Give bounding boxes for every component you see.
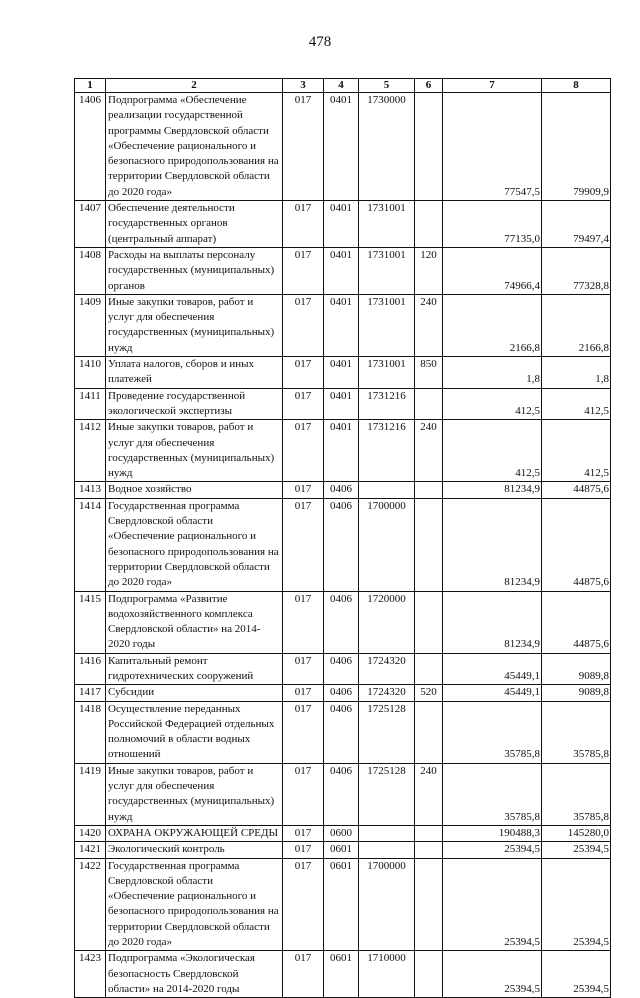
row-ministry-code: 017: [283, 294, 324, 356]
row-number: 1411: [75, 388, 106, 420]
row-amount-2: 2166,8: [542, 294, 611, 356]
header-row: [75, 79, 611, 93]
row-amount-2: 44875,6: [542, 498, 611, 591]
row-amount-2: 145280,0: [542, 825, 611, 841]
row-amount-2: 25394,5: [542, 951, 611, 998]
row-target-code: 1731216: [359, 420, 415, 482]
row-target-code: 1720000: [359, 591, 415, 653]
row-number: 1407: [75, 201, 106, 248]
table-row: [75, 701, 611, 763]
row-amount-1: 81234,9: [443, 498, 542, 591]
table-row: [75, 388, 611, 420]
row-amount-1: 412,5: [443, 388, 542, 420]
row-expense-type: 240: [415, 294, 443, 356]
row-section-code: 0600: [324, 825, 359, 841]
row-expense-type: [415, 201, 443, 248]
row-number: 1419: [75, 763, 106, 825]
row-amount-2: 412,5: [542, 388, 611, 420]
row-amount-2: 25394,5: [542, 858, 611, 951]
table-row: [75, 591, 611, 653]
row-number: 1410: [75, 357, 106, 389]
row-ministry-code: 017: [283, 763, 324, 825]
row-expense-type: 240: [415, 763, 443, 825]
row-expense-type: 240: [415, 420, 443, 482]
row-expense-type: [415, 482, 443, 498]
row-number: 1409: [75, 294, 106, 356]
row-ministry-code: 017: [283, 951, 324, 998]
table-row: [75, 357, 611, 389]
row-section-code: 0401: [324, 294, 359, 356]
row-amount-1: 77547,5: [443, 93, 542, 201]
row-name: Капитальный ремонт гидротехнических сооружений: [106, 653, 283, 685]
row-amount-2: 77328,8: [542, 247, 611, 294]
table-row: [75, 420, 611, 482]
row-section-code: 0401: [324, 420, 359, 482]
row-expense-type: [415, 388, 443, 420]
row-ministry-code: 017: [283, 482, 324, 498]
row-amount-1: 74966,4: [443, 247, 542, 294]
row-section-code: 0406: [324, 591, 359, 653]
row-target-code: [359, 482, 415, 498]
row-ministry-code: 017: [283, 357, 324, 389]
row-amount-1: 2166,8: [443, 294, 542, 356]
row-name: Государственная программа Свердловской области «Обеспечение рационального и безопасного природопользования на территории Свердловской области до 2020 года»: [106, 498, 283, 591]
row-amount-1: 190488,3: [443, 825, 542, 841]
row-ministry-code: 017: [283, 201, 324, 248]
row-name: Осуществление переданных Российской Федерацией отдельных полномочий в области водных отношений: [106, 701, 283, 763]
row-section-code: 0601: [324, 858, 359, 951]
row-number: 1420: [75, 825, 106, 841]
row-section-code: 0406: [324, 482, 359, 498]
row-target-code: 1731216: [359, 388, 415, 420]
row-target-code: 1710000: [359, 951, 415, 998]
row-amount-1: 25394,5: [443, 858, 542, 951]
row-ministry-code: 017: [283, 591, 324, 653]
row-name: Расходы на выплаты персоналу государственных (муниципальных) органов: [106, 247, 283, 294]
row-expense-type: [415, 93, 443, 201]
row-target-code: [359, 842, 415, 858]
row-amount-2: 35785,8: [542, 701, 611, 763]
table-row: [75, 951, 611, 998]
row-name: Уплата налогов, сборов и иных платежей: [106, 357, 283, 389]
row-amount-1: 412,5: [443, 420, 542, 482]
row-target-code: 1731001: [359, 294, 415, 356]
row-target-code: 1731001: [359, 201, 415, 248]
row-name: Иные закупки товаров, работ и услуг для обеспечения государственных (муниципальных) нужд: [106, 294, 283, 356]
row-expense-type: [415, 842, 443, 858]
row-expense-type: 850: [415, 357, 443, 389]
row-ministry-code: 017: [283, 842, 324, 858]
row-number: 1414: [75, 498, 106, 591]
row-section-code: 0601: [324, 951, 359, 998]
row-name: Проведение государственной экологической экспертизы: [106, 388, 283, 420]
row-expense-type: [415, 653, 443, 685]
row-name: Иные закупки товаров, работ и услуг для обеспечения государственных (муниципальных) нужд: [106, 420, 283, 482]
header-col-6: 6: [415, 79, 443, 93]
budget-table: [74, 78, 611, 998]
row-section-code: 0406: [324, 701, 359, 763]
row-amount-1: 45449,1: [443, 685, 542, 701]
row-amount-1: 35785,8: [443, 701, 542, 763]
row-amount-1: 35785,8: [443, 763, 542, 825]
row-target-code: [359, 825, 415, 841]
page-number: 478: [308, 34, 332, 50]
row-amount-1: 25394,5: [443, 842, 542, 858]
row-name: Экологический контроль: [106, 842, 283, 858]
row-ministry-code: 017: [283, 498, 324, 591]
row-amount-2: 9089,8: [542, 653, 611, 685]
row-number: 1418: [75, 701, 106, 763]
table-row: [75, 247, 611, 294]
row-expense-type: [415, 591, 443, 653]
row-amount-1: 45449,1: [443, 653, 542, 685]
row-number: 1413: [75, 482, 106, 498]
row-expense-type: [415, 951, 443, 998]
row-target-code: 1725128: [359, 701, 415, 763]
row-section-code: 0401: [324, 247, 359, 294]
row-target-code: 1700000: [359, 858, 415, 951]
table-row: [75, 842, 611, 858]
row-name: Подпрограмма «Обеспечение реализации государственной программы Свердловской области «Обеспечение рационального и безопасного природопользования на территории Свердловской области до 2020 года»: [106, 93, 283, 201]
row-amount-1: 25394,5: [443, 951, 542, 998]
row-ministry-code: 017: [283, 93, 324, 201]
row-target-code: 1731001: [359, 247, 415, 294]
header-col-8: 8: [542, 79, 611, 93]
row-ministry-code: 017: [283, 858, 324, 951]
table-row: [75, 498, 611, 591]
row-section-code: 0406: [324, 498, 359, 591]
row-name: Государственная программа Свердловской области «Обеспечение рационального и безопасного природопользования на территории Свердловской области до 2020 года»: [106, 858, 283, 951]
row-number: 1423: [75, 951, 106, 998]
row-name: Водное хозяйство: [106, 482, 283, 498]
row-expense-type: [415, 825, 443, 841]
row-number: 1415: [75, 591, 106, 653]
row-target-code: 1725128: [359, 763, 415, 825]
table-row: [75, 294, 611, 356]
row-amount-2: 35785,8: [542, 763, 611, 825]
row-target-code: 1724320: [359, 653, 415, 685]
row-number: 1417: [75, 685, 106, 701]
row-number: 1406: [75, 93, 106, 201]
table-row: [75, 201, 611, 248]
row-expense-type: [415, 701, 443, 763]
row-target-code: 1700000: [359, 498, 415, 591]
row-amount-2: 1,8: [542, 357, 611, 389]
row-amount-2: 25394,5: [542, 842, 611, 858]
row-section-code: 0406: [324, 685, 359, 701]
row-name: Подпрограмма «Развитие водохозяйственного комплекса Свердловской области» на 2014-2020 годы: [106, 591, 283, 653]
table-row: [75, 685, 611, 701]
row-ministry-code: 017: [283, 653, 324, 685]
row-number: 1412: [75, 420, 106, 482]
row-target-code: 1730000: [359, 93, 415, 201]
row-amount-2: 9089,8: [542, 685, 611, 701]
table-row: [75, 763, 611, 825]
row-amount-2: 44875,6: [542, 591, 611, 653]
row-expense-type: [415, 858, 443, 951]
row-name: Иные закупки товаров, работ и услуг для обеспечения государственных (муниципальных) нужд: [106, 763, 283, 825]
row-name: Обеспечение деятельности государственных органов (центральный аппарат): [106, 201, 283, 248]
header-col-7: 7: [443, 79, 542, 93]
table-row: [75, 825, 611, 841]
header-col-1: 1: [75, 79, 106, 93]
row-amount-2: 79909,9: [542, 93, 611, 201]
table-row: [75, 653, 611, 685]
table-row: [75, 858, 611, 951]
header-col-3: 3: [283, 79, 324, 93]
row-name: Подпрограмма «Экологическая безопасность Свердловской области» на 2014-2020 годы: [106, 951, 283, 998]
row-section-code: 0406: [324, 763, 359, 825]
table-row: [75, 482, 611, 498]
row-amount-2: 44875,6: [542, 482, 611, 498]
row-section-code: 0401: [324, 357, 359, 389]
row-section-code: 0601: [324, 842, 359, 858]
row-name: Субсидии: [106, 685, 283, 701]
header-col-2: 2: [106, 79, 283, 93]
row-ministry-code: 017: [283, 701, 324, 763]
row-section-code: 0401: [324, 388, 359, 420]
row-amount-1: 81234,9: [443, 591, 542, 653]
row-amount-2: 412,5: [542, 420, 611, 482]
row-ministry-code: 017: [283, 247, 324, 294]
row-expense-type: 520: [415, 685, 443, 701]
row-number: 1421: [75, 842, 106, 858]
table-row: [75, 93, 611, 201]
row-name: ОХРАНА ОКРУЖАЮЩЕЙ СРЕДЫ: [106, 825, 283, 841]
row-section-code: 0406: [324, 653, 359, 685]
row-target-code: 1731001: [359, 357, 415, 389]
header-col-4: 4: [324, 79, 359, 93]
row-number: 1416: [75, 653, 106, 685]
row-ministry-code: 017: [283, 420, 324, 482]
row-amount-2: 79497,4: [542, 201, 611, 248]
header-col-5: 5: [359, 79, 415, 93]
row-amount-1: 81234,9: [443, 482, 542, 498]
row-ministry-code: 017: [283, 388, 324, 420]
row-section-code: 0401: [324, 201, 359, 248]
row-number: 1408: [75, 247, 106, 294]
row-ministry-code: 017: [283, 825, 324, 841]
row-ministry-code: 017: [283, 685, 324, 701]
row-number: 1422: [75, 858, 106, 951]
row-target-code: 1724320: [359, 685, 415, 701]
row-amount-1: 1,8: [443, 357, 542, 389]
row-expense-type: 120: [415, 247, 443, 294]
row-expense-type: [415, 498, 443, 591]
row-amount-1: 77135,0: [443, 201, 542, 248]
row-section-code: 0401: [324, 93, 359, 201]
